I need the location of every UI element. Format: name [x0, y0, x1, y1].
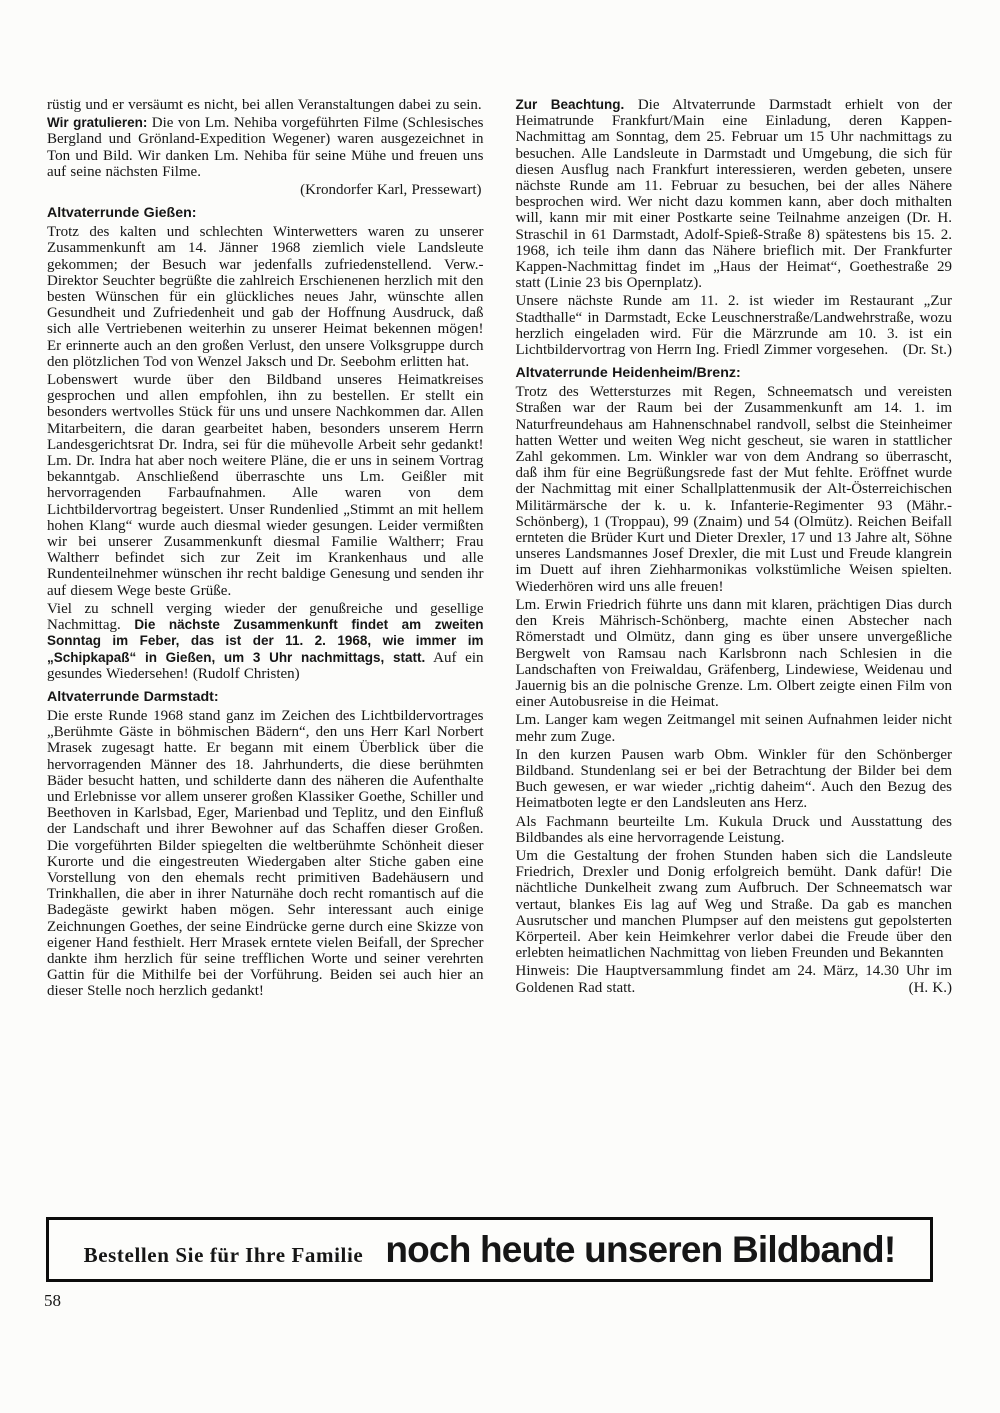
paragraph	[516, 747, 953, 812]
paragraph	[47, 708, 484, 1000]
section-heading: Altvaterrunde Gießen:	[47, 205, 197, 222]
paragraph	[516, 848, 953, 961]
body-text: Die Altvaterrunde Darmstadt erhielt von der Heimatrunde Frankfurt/Main eine Einladung, deren Kappen-Nachmittag am Sonntag, dem 25. Februar um 15 Uhr nachmittags zu besuchen. Alle Landsleute in Darmstadt und Umgebung, die sich für diesen Ausflug nach Frankfurt interessieren, werden gebeten, unsere nächste Runde am 11. Februar zu besuchen, bei der alles Nähere besprochen wird. Wer nicht dazu kommen kann, aber doch mithalten will, kann mir mit einer Postkarte seine Teilnahme anzeigen (Dr. H. Straschil in 61 Darmstadt, Adolf-Spieß-Straße 8) spätestens bis 15. 2. 1968, ich teile ihm dann das Nähere brieflich mit. Der Frankfurter Kappen-Nachmittag findet im „Haus der Heimat“, Goethestraße 29 statt (Linie 23 bis Opernplatz).	[515, 97, 953, 292]
signature: (H. K.)	[908, 979, 952, 996]
body-text: Lobenswert wurde über den Bildband unseres Heimatkreises gesprochen und allen empfohlen, ihn zu bestellen. Er stellt ein besonders wertvolles Stück für uns und unsere Nachkommen dar. Allen Mitarbeitern, die daran gearbeitet haben, besonders unserem Herrn Landesgerichtsrat Dr. Indra, sei für die mühevolle Arbeit sehr gedankt! Lm. Dr. Indra hat aber noch weitere Pläne, die er uns in seinem Vortrag bekanntgab. Anschließend überraschte uns Lm. Geißler mit hervorragenden Farbaufnahmen. Alle waren von dem Lichtbildervortrag begeistert. Unser Rundenlied „Stimmt an mit hellem hohen Klang“ wurde auch diesmal wieder gesungen. Leider vermißten wir bei unserer Zusammenkunft diesmal Familie Waltherr; Frau Waltherr befindet sich zur Zeit im Krankenhaus und alle Rundenteilnehmer wünschen ihr recht baldige Genesung und senden ihr auf diesem Wege beste Grüße.	[47, 372, 484, 599]
paragraph	[516, 963, 953, 995]
body-text: Unsere nächste Runde am 11. 2. ist wieder im Restaurant „Zur Stadthalle“ in Darmstadt, Ecke Leuschnerstraße/Landwehrstraße, wozu herzlich eingeladen wird. Für die Märzrunde am 10. 3. ist ein Lichtbildervortrag von Herrn Ing. Friedl Zimmer vorgesehen.	[515, 293, 952, 359]
body-text: Auf ein gesundes Wiedersehen! (Rudolf Christen)	[47, 649, 484, 682]
paragraph	[47, 115, 484, 180]
paragraph	[516, 712, 953, 744]
paragraph	[516, 384, 953, 595]
body-text: Als Fachmann beurteilte Lm. Kukula Druck und Ausstattung des Bildbandes als eine hervorragende Leistung.	[515, 813, 952, 846]
body-text: Lm. Erwin Friedrich führte uns dann mit klaren, prächtigen Dias durch den Kreis Mährisch-Schönberg, machte einen Abstecher nach Römerstadt und Olmütz, dann ging es über unsere unvergeßliche Bergwelt von Ramsau nach Karlsbronn nach Schlesien in die Landschaften von Freiwaldau, Gräfenberg, Lindewiese, Weidenau und Jauernig bis an die polnische Grenze. Lm. Olbert zeigte einen Film von einer Autobusreise in die Heimat.	[515, 596, 952, 711]
signature: (Dr. St.)	[902, 342, 952, 359]
body-text: rüstig und er versäumt es nicht, bei allen Veranstaltungen dabei zu sein.	[47, 97, 482, 113]
paragraph	[47, 372, 484, 599]
paragraph	[47, 97, 484, 113]
bildband-banner	[46, 1217, 933, 1282]
left-column	[47, 97, 484, 1002]
bold-text: Wir gratulieren:	[47, 115, 152, 131]
body-text: Trotz des kalten und schlechten Winterwetters waren zu unserer Zusammenkunft am 14. Jänner 1968 ziemlich viele Landsleute gekommen; der Besuch war jedenfalls zufriedenstellend. Verw.-Direktor Seuchter begrüßte die zahlreich Erschienenen herzlich mit den besten Wünschen für ein glückliches neues Jahr, wünschte allen Gesundheit und Zufriedenheit und gab der Hoffnung Ausdruck, daß sich alle Vertriebenen weiterhin zu unserer Heimat bekennen mögen! Er erinnerte auch an den großen Verlust, den unsere Volksgruppe durch den plötzlichen Tod von Wenzel Jaksch und Dr. Seebohm erlitten hat.	[47, 224, 484, 370]
bold-text: Die nächste Zusammenkunft findet am zweiten Sonntag im Feber, das ist der 11. 2. 1968, wie immer im „Schipkapaß“ in Gießen, um 3 Uhr nachmittags, statt.	[47, 617, 484, 665]
body-text: Die erste Runde 1968 stand ganz im Zeichen des Lichtbildervortrages „Berühmte Gäste in böhmischen Bädern“, den uns Herr Karl Norbert Mrasek zugesagt hatte. Er begann mit einem Überblick über die hervorragenden Männer des 18. Jahrhunderts, die diese berühmten Bäder besucht hatten, und schilderte dann des näheren die Aufenthalte und Erlebnisse vor allem unserer großen Klassiker Goethe, Schiller und Beethoven in Karlsbad, Eger, Marienbad und Teplitz, und den Einfluß der Landschaft und ihrer Bewohner auf das Schaffen dieser Großen. Die vorgeführten Bilder spiegelten die weltberühmte Schönheit dieser Kurorte und die eingestreuten Wiedergaben alter Stiche gaben eine Vorstellung von den ehemals recht primitiven Badehäusern und Trinkhallen, die aber in ihrer Naturnähe doch recht romantisch auf die Badegäste gewirkt haben mögen. Sehr interessant auch einige Zeichnungen Goethes, der seine Eindrücke gerne durch eine Skizze von eigener Hand festhielt. Herr Mrasek erntete vielen Beifall, der Sprecher dankte ihm herzlich für seine trefflichen Worte und seiner verehrten Gattin für die Mithilfe bei der Vorführung. Beiden sei auch hier an dieser Stelle noch herzlich gedankt!	[47, 707, 484, 1000]
banner-main-text: noch heute unseren Bildband!	[385, 1229, 896, 1270]
paragraph	[516, 97, 953, 291]
paragraph	[516, 293, 953, 358]
page-number: 58	[44, 1291, 61, 1310]
body-text: Lm. Langer kam wegen Zeitmangel mit seinen Aufnahmen leider nicht mehr zum Zuge.	[515, 712, 952, 745]
paragraph	[516, 597, 953, 710]
body-text: Um die Gestaltung der frohen Stunden haben sich die Landsleute Friedrich, Drexler und Donig erfolgreich bemüht. Dank dafür! Die nächtliche Dunkelheit zwang zum Aufbruch. Der Schneematsch war vertaut, blankes Eis lag auf Weg und Straße. Da gab es manchen Ausrutscher und manchen Plumpser auf den meistens gut gepolsterten Körperteil. Aber kein Heimkehrer verlor dabei die Freude über den erlebten heimatlichen Nachmittag von lieben Freunden und Bekannten	[515, 847, 952, 962]
section-heading: Altvaterrunde Darmstadt:	[47, 688, 219, 705]
right-column	[516, 97, 953, 1002]
body-text: Die von Lm. Nehiba vorgeführten Filme (Schlesisches Bergland und Grönland-Expedition Wegener) waren ausgezeichnet in Ton und Bild. Wir danken Lm. Nehiba für seine Mühe und freuen uns auf seine nächsten Filme.	[47, 115, 484, 180]
article-content	[47, 97, 952, 1002]
byline: (Krondorfer Karl, Pressewart)	[300, 182, 482, 199]
body-text: In den kurzen Pausen warb Obm. Winkler für den Schönberger Bildband. Stundenlang sei er bei der Betrachtung der Bilder bei dem Buch gewesen, er war wieder „richtig daheim“. Auch den Bezug des Heimatboten legte er den Landsleuten ans Herz.	[515, 746, 952, 812]
body-text: Viel zu schnell verging wieder der genußreiche und gesellige Nachmittag.	[47, 600, 484, 634]
paragraph	[47, 224, 484, 370]
section-heading: Altvaterrunde Heidenheim/Brenz:	[515, 365, 741, 382]
paragraph	[47, 601, 484, 682]
banner-lead-text: Bestellen Sie für Ihre Familie	[83, 1243, 364, 1267]
body-text: Hinweis: Die Hauptversammlung findet am 24. März, 14.30 Uhr im Goldenen Rad statt.	[515, 963, 952, 996]
bold-text: Zur Beachtung.	[515, 97, 638, 112]
paragraph	[516, 814, 953, 846]
body-text: Trotz des Wettersturzes mit Regen, Schneematsch und vereisten Straßen war der Raum bei der Zusammenkunft am 14. 1. im Naturfreundehaus am Hahnenschnabel randvoll, selbst die Steinheimer hatten Wetter und weiten Weg nicht gescheut, sie waren in stattlicher Zahl gekommen. Lm. Winkler war von dem Andrang so überrascht, daß ihm für eine Begrüßungsrede fast der Mut fehlte. Eröffnet wurde der Nachmittag mit einer Schallplattenmusik der Alt-Österreichischen Militärmärsche der k. u. k. Infanterie-Regimenter 93 (Mähr.-Schönberg), 1 (Troppau), 99 (Znaim) und 54 (Olmütz). Reichen Beifall ernteten die Brüder Kurt und Dieter Drexler, 17 und 13 Jahre alt, Söhne unseres Landsmannes Josef Drexler, die mit Lust und Freude klangrein im Duett auf ihren Ziehharmonikas volkstümliche Weisen spielten. Wiederhören wird uns alle freuen!	[515, 384, 952, 595]
